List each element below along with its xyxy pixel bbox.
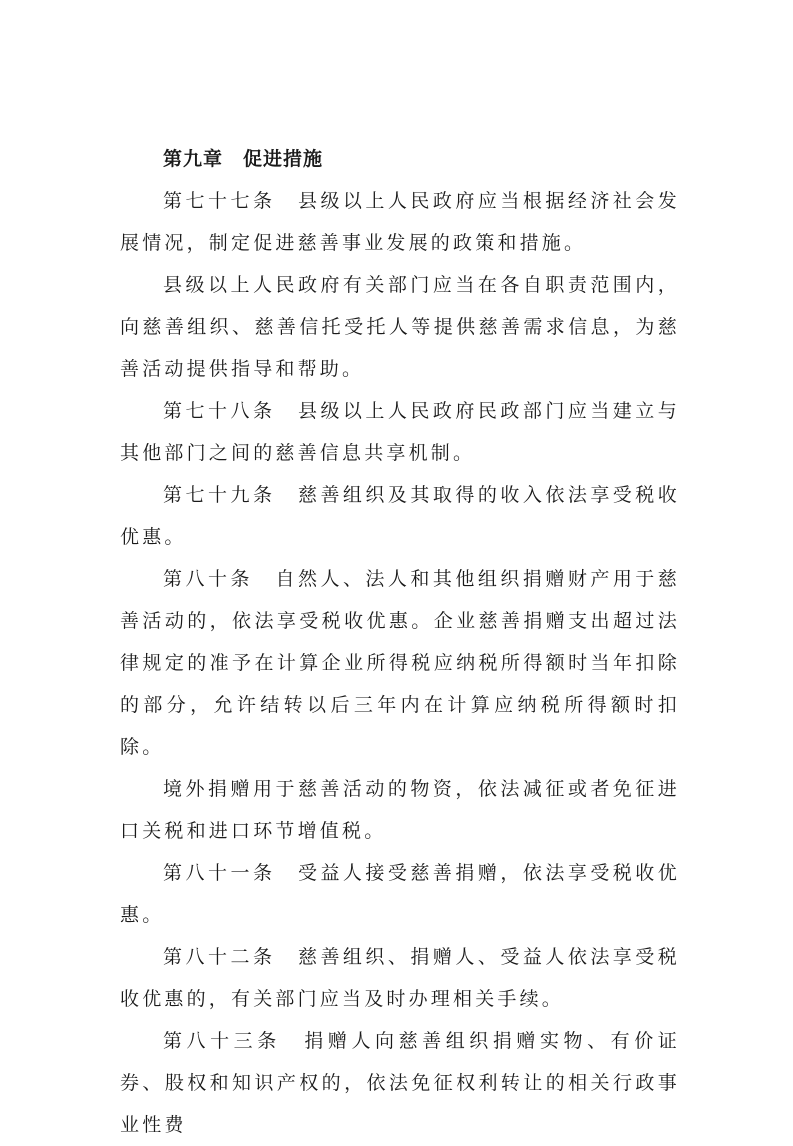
article-number: 第七十七条 (163, 190, 276, 212)
paragraph (120, 1020, 680, 1146)
article-number: 第八十二条 (163, 946, 276, 968)
paragraph (120, 180, 680, 264)
article-number: 第七十九条 (163, 484, 276, 506)
article-number: 第八十一条 (163, 862, 276, 884)
paragraph (120, 264, 680, 390)
paragraph-text: 境外捐赠用于慈善活动的物资，依法减征或者免征进口关税和进口环节增值税。 (120, 778, 680, 842)
paragraph-text: 捐赠人向慈善组织捐赠实物、有价证券、股权和知识产权的，依法免征权利转让的相关行政事业性费 (120, 1030, 680, 1136)
paragraph (120, 852, 680, 936)
article-number: 第七十八条 (163, 400, 276, 422)
paragraph (120, 558, 680, 768)
paragraph (120, 768, 680, 852)
paragraph-text: 受益人接受慈善捐赠，依法享受税收优惠。 (120, 862, 680, 926)
paragraph (120, 936, 680, 1020)
document-body (120, 138, 680, 1146)
article-number: 第八十三条 (163, 1030, 281, 1052)
article-number: 第八十条 (163, 568, 253, 590)
paragraph-text: 慈善组织及其取得的收入依法享受税收优惠。 (120, 484, 680, 548)
paragraph-text: 县级以上人民政府有关部门应当在各自职责范围内，向慈善组织、慈善信托受托人等提供慈善需求信息，为慈善活动提供指导和帮助。 (120, 274, 680, 380)
paragraph-text: 慈善组织、捐赠人、受益人依法享受税收优惠的，有关部门应当及时办理相关手续。 (120, 946, 680, 1010)
paragraph (120, 474, 680, 558)
paragraph-text: 县级以上人民政府民政部门应当建立与其他部门之间的慈善信息共享机制。 (120, 400, 680, 464)
chapter-title: 第九章 促进措施 (163, 148, 324, 170)
paragraph-text: 自然人、法人和其他组织捐赠财产用于慈善活动的，依法享受税收优惠。企业慈善捐赠支出超过法律规定的准予在计算企业所得税应纳税所得额时当年扣除的部分，允许结转以后三年内在计算应纳税所得额时扣除。 (120, 568, 680, 758)
paragraph (120, 390, 680, 474)
paragraph-text: 县级以上人民政府应当根据经济社会发展情况，制定促进慈善事业发展的政策和措施。 (120, 190, 680, 254)
